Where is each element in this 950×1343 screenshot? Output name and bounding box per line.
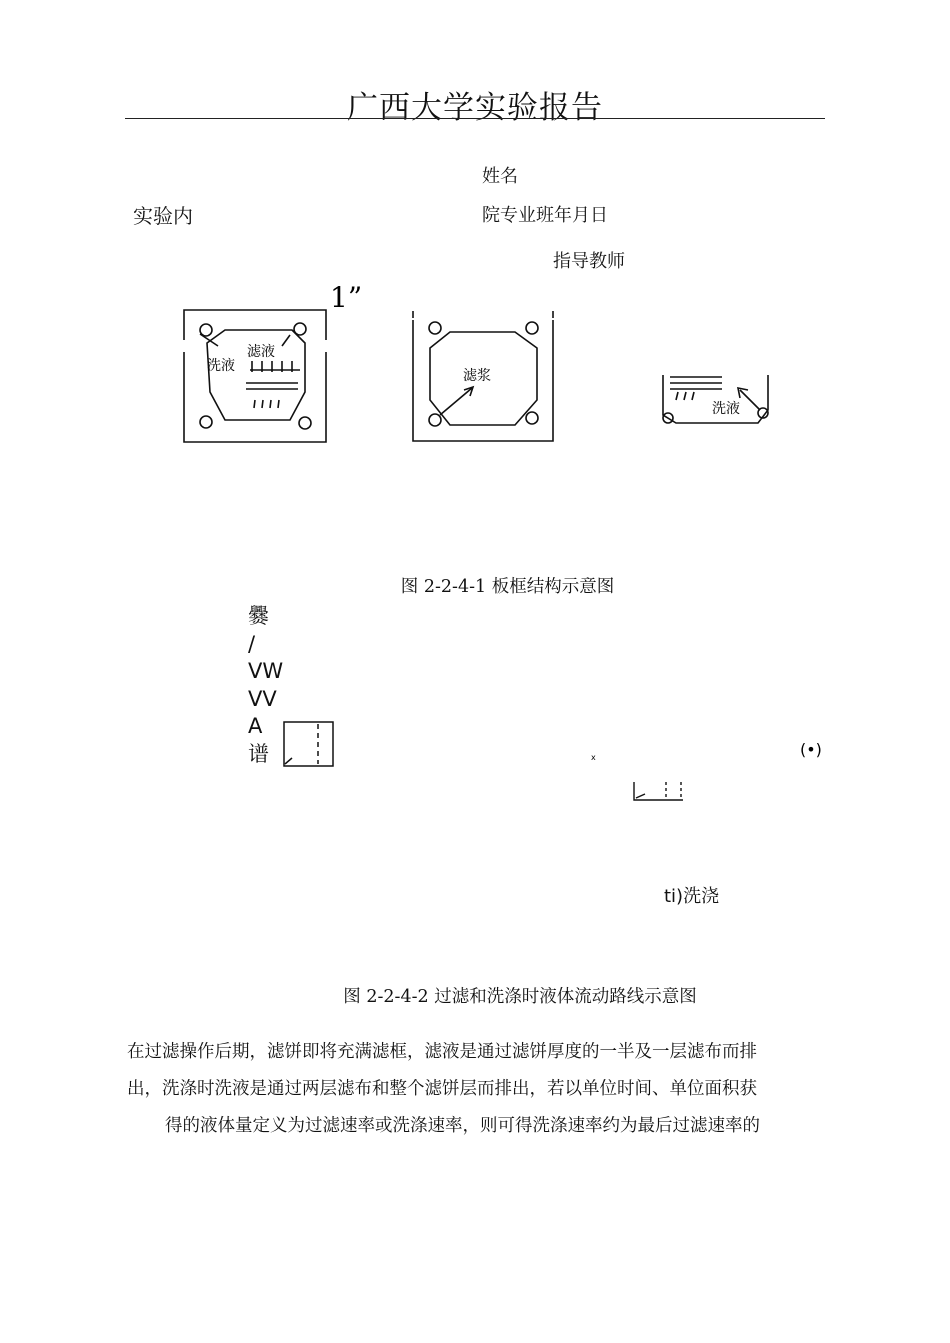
fragment-3: VW bbox=[248, 659, 284, 683]
figure1-caption: 图 2-2-4-1 板框结构示意图 bbox=[400, 577, 615, 597]
body-paragraph bbox=[127, 1034, 827, 1145]
figure2-caption: 图 2-2-4-2 过滤和洗涤时液体流动路线示意图 bbox=[343, 987, 697, 1007]
plate-c-wash-label: 洗液 bbox=[712, 401, 740, 417]
plate-a-wash-label: 洗液 bbox=[207, 358, 235, 374]
plate-a-filtrate-label: 滤液 bbox=[247, 344, 275, 360]
page-title: 广西大学实验报告 bbox=[347, 90, 603, 126]
name-label: 姓名 bbox=[482, 166, 518, 187]
figure2-flow-diagram bbox=[0, 710, 950, 810]
fig2-small-mark: x bbox=[591, 753, 596, 762]
fragment-6: 谱 bbox=[248, 741, 269, 766]
fig2-bottom-label: ti)洗浇 bbox=[664, 886, 720, 907]
body-line-2: 出，洗涤时洗液是通过两层滤布和整个滤饼层而排出，若以单位时间、单位面积获 bbox=[127, 1079, 757, 1099]
fragment-4: VV bbox=[248, 686, 277, 711]
body-line-3: 得的液体量定义为过滤速率或洗涤速率，则可得洗涤速率约为最后过滤速率的 bbox=[165, 1116, 760, 1136]
body-line-1: 在过滤操作后期，滤饼即将充满滤框，滤液是通过滤饼厚度的一半及一层滤布而排 bbox=[127, 1042, 757, 1062]
fig2-box-left bbox=[284, 722, 333, 766]
fig2-box-right bbox=[634, 782, 683, 800]
figure-plate-frame bbox=[0, 270, 950, 460]
fragment-2: / bbox=[248, 631, 256, 656]
plate-b-slurry-label: 滤浆 bbox=[463, 368, 491, 384]
title-rule bbox=[125, 118, 825, 119]
fragment-1: 爨 bbox=[248, 604, 269, 628]
experiment-label: 实验内 bbox=[133, 204, 193, 228]
fig2-right-mark: (•) bbox=[800, 740, 822, 759]
plate-a bbox=[184, 310, 326, 442]
college-line: 院专业班年月日 bbox=[482, 205, 608, 226]
figure-marker: 1” bbox=[330, 281, 363, 314]
fragment-5: A bbox=[248, 714, 263, 738]
teacher-label: 指导教师 bbox=[553, 251, 625, 272]
